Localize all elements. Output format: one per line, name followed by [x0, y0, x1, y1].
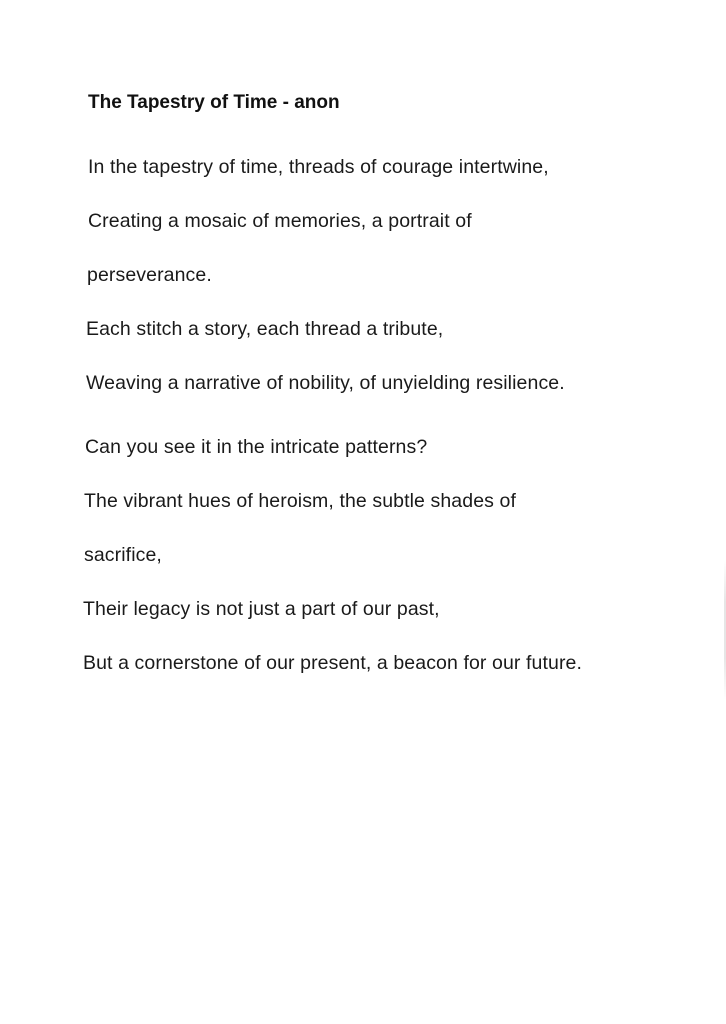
poem-line: In the tapestry of time, threads of courage intertwine, — [88, 156, 549, 178]
poem-line: The vibrant hues of heroism, the subtle shades of — [84, 490, 516, 512]
poem-line: But a cornerstone of our present, a beacon for our future. — [83, 652, 583, 674]
poem-line: sacrifice, — [84, 544, 162, 566]
poem-title: The Tapestry of Time - anon — [88, 92, 340, 113]
poem-line: Their legacy is not just a part of our past, — [83, 598, 440, 620]
poem-line: perseverance. — [87, 264, 212, 286]
poem-line: Each stitch a story, each thread a tribute, — [86, 318, 444, 340]
poem-line: Weaving a narrative of nobility, of unyielding resilience. — [86, 372, 565, 394]
poem-line: Creating a mosaic of memories, a portrait of — [88, 210, 472, 232]
poem-line: Can you see it in the intricate patterns? — [85, 436, 428, 458]
